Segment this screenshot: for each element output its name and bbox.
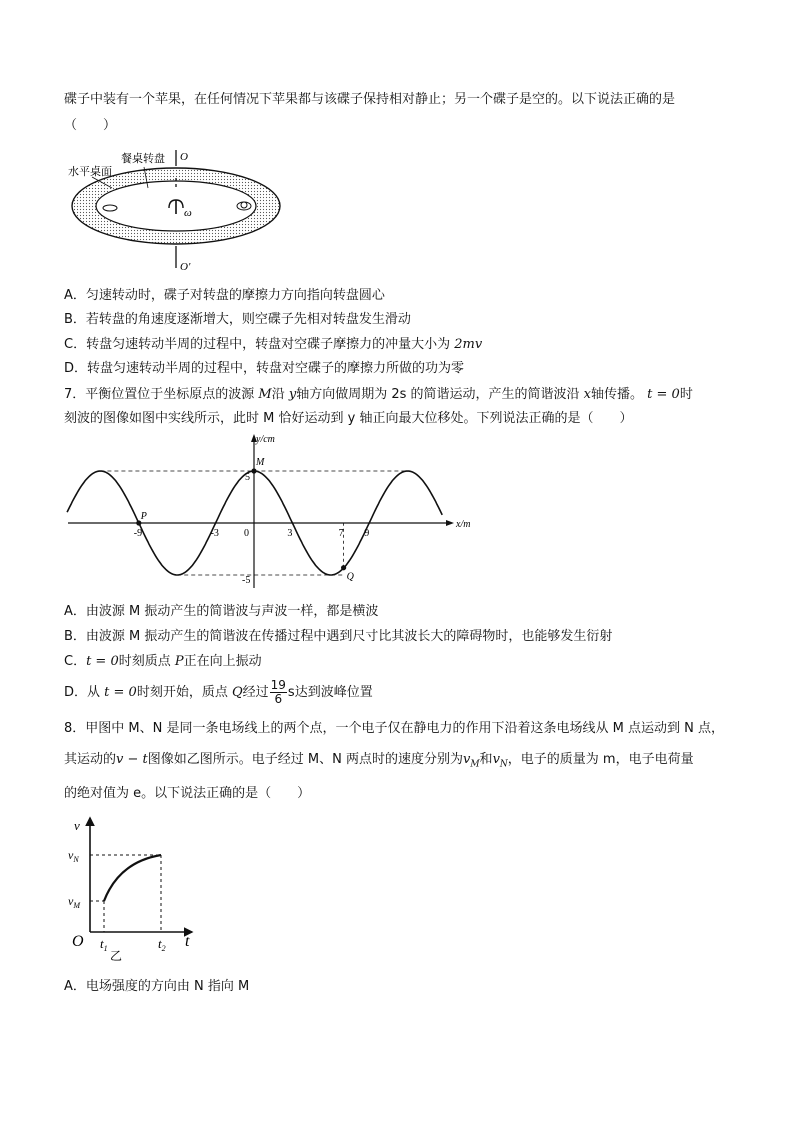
q6-option-a: A．匀速转动时，碟子对转盘的摩擦力方向指向转盘圆心: [64, 288, 385, 303]
point-M: [251, 468, 256, 473]
q7-option-c: C．t = 0时刻质点 P正在向上振动: [64, 654, 262, 669]
x-axis-label: x/m: [456, 519, 471, 530]
q8-stem-line1: 8．甲图中 M、N 是同一条电场线上的两个点，一个电子仅在静电力的作用下沿着这条电场线从 M 点运动到 N 点，: [64, 721, 724, 736]
origin-label: O: [72, 933, 84, 950]
q6-option-b: B．若转盘的角速度逐渐增大，则空碟子先相对转盘发生滑动: [64, 312, 411, 327]
point-label-M: M: [256, 457, 265, 468]
table-label: 水平桌面: [68, 166, 112, 178]
question-intro-line1: 碟子中装有一个苹果，在任何情况下苹果都与该碟子保持相对静止；另一个碟子是空的。以下说法正确的是: [64, 92, 676, 107]
x-tick-label: 9: [364, 528, 370, 539]
point-label-Q: Q: [346, 571, 354, 583]
plate-label: 餐桌转盘: [121, 153, 165, 165]
t2-label: $t_2$: [158, 936, 166, 953]
q7-stem-line1: 7．平衡位置位于坐标原点的波源 M沿 y轴方向做周期为 2s 的简谐运动，产生的简谐波沿 x轴传播。 t = 0时: [64, 387, 693, 402]
point-Q: [341, 565, 346, 570]
vt-curve: [104, 855, 161, 901]
q8-stem-line3: 的绝对值为 e。以下说法正确的是（ ）: [64, 786, 311, 801]
axis-O-label: O: [180, 151, 188, 163]
q7-option-b: B．由波源 M 振动产生的简谐波在传播过程中遇到尺寸比其波长大的障碍物时，也能够发生衍射: [64, 629, 613, 644]
q7-stem-line2: 刻波的图像如图中实线所示，此时 M 恰好运动到 y 轴正向最大位移处。下列说法正确的是（ ）: [64, 411, 633, 426]
answer-blank: （ ）: [64, 118, 117, 133]
v-axis-label: v: [74, 818, 80, 833]
turntable-figure: [64, 148, 294, 276]
t1-label: $t_1$: [100, 936, 108, 953]
t-axis-label: t: [185, 933, 190, 950]
figure-caption: 乙: [110, 949, 123, 962]
q7-option-a: A．由波源 M 振动产生的简谐波与声波一样，都是横波: [64, 604, 379, 619]
vN-label: $v_N$: [68, 848, 79, 864]
y-axis-label: y/cm: [256, 434, 275, 445]
wave-chart: [64, 432, 484, 592]
q7-option-d: D．从 t = 0时刻开始，质点 Q经过 $\frac{19}{6}$ s达到波峰位置: [64, 678, 373, 706]
vt-graph: [64, 812, 204, 962]
axis-O-prime-label: O': [180, 261, 191, 273]
omega-label: ω: [184, 207, 192, 219]
q8-option-a: A．电场强度的方向由 N 指向 M: [64, 979, 250, 994]
x-tick-label: 7: [338, 528, 344, 539]
x-tick-label: 3: [287, 528, 293, 539]
q8-stem-line2: 其运动的v − t图像如乙图所示。电子经过 M、N 两点时的速度分别为$v_M$和$v_N$，电子的质量为 m，电子电荷量: [64, 752, 694, 770]
q6-option-c: C．转盘匀速转动半周的过程中，转盘对空碟子摩擦力的冲量大小为 2mv: [64, 337, 483, 352]
y-tick-label: 5: [245, 472, 250, 483]
x-axis-arrow: [446, 520, 454, 526]
y-tick-label: -5: [242, 575, 251, 586]
fraction-19-6: $\frac{19}{6}$: [270, 678, 286, 706]
vM-label: $v_M$: [68, 894, 80, 910]
point-label-P: P: [140, 511, 147, 522]
x-tick-label: 0: [244, 528, 249, 539]
x-tick-label: -3: [210, 528, 219, 539]
q6-option-d: D．转盘匀速转动半周的过程中，转盘对空碟子的摩擦力所做的功为零: [64, 361, 465, 376]
x-tick-label: -9: [133, 528, 143, 539]
